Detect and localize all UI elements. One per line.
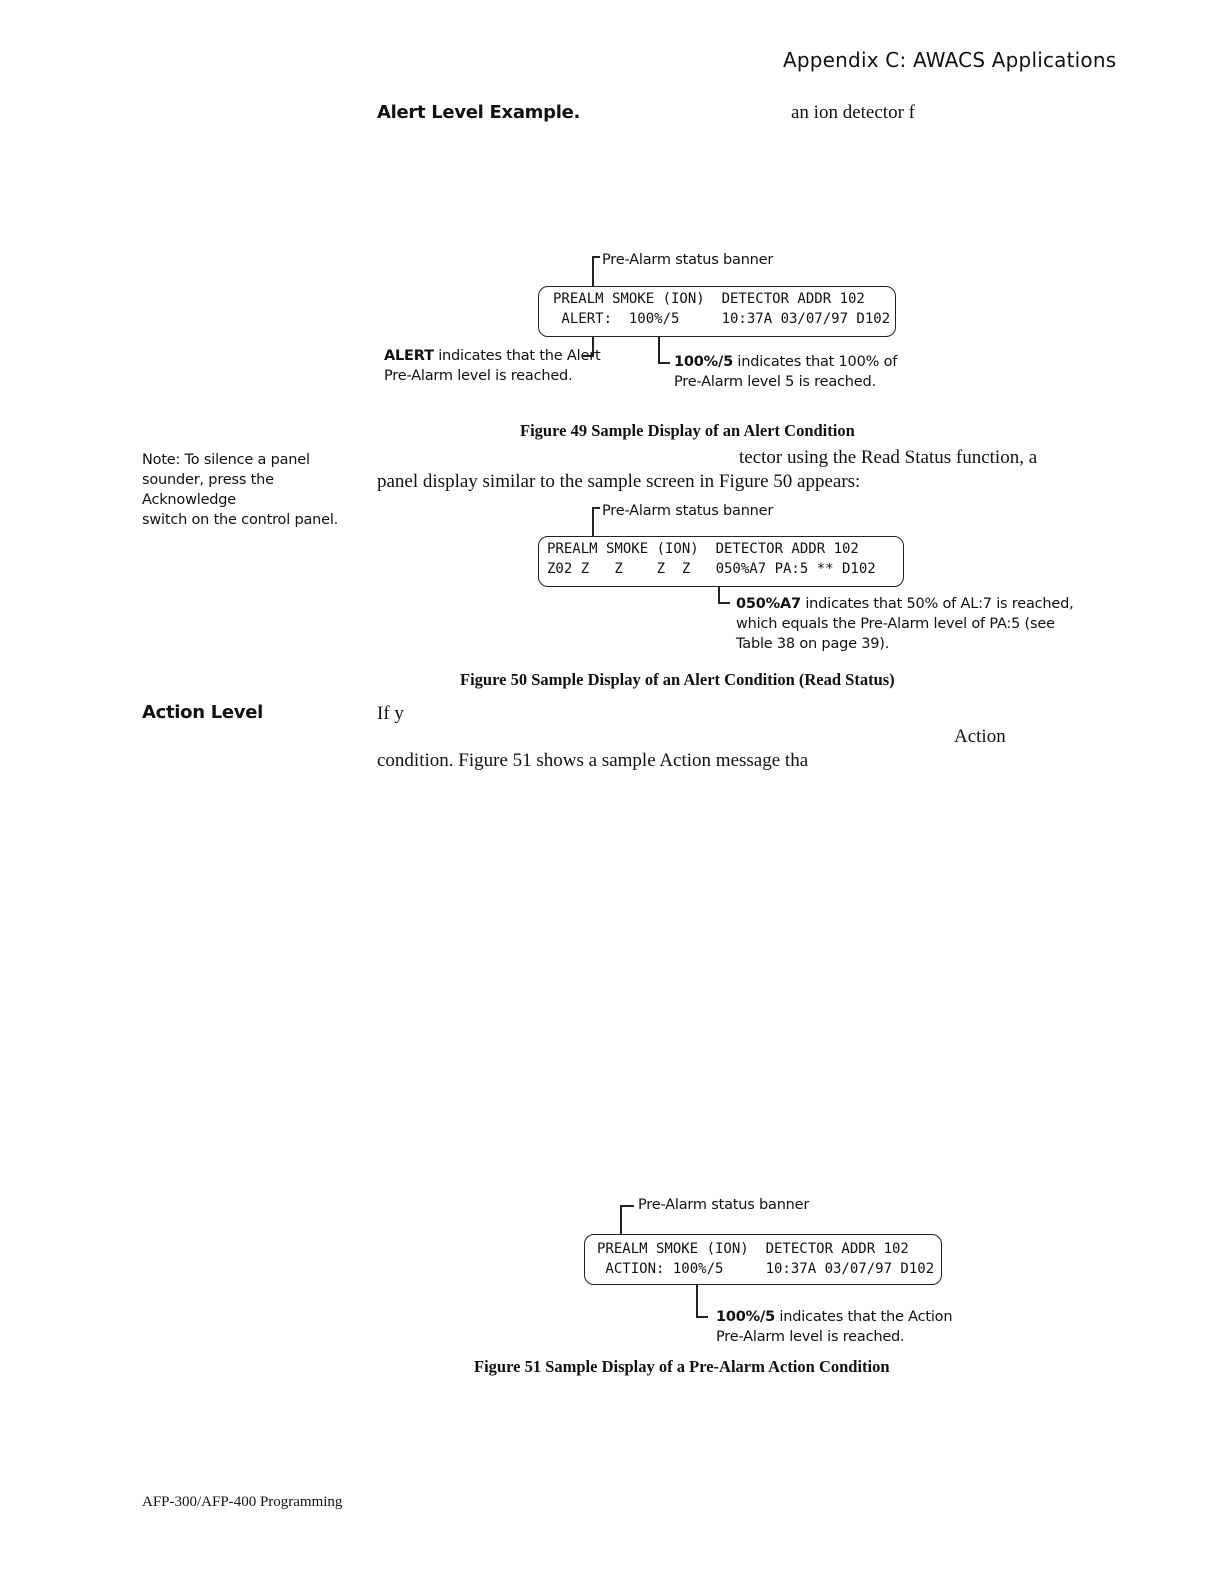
percent-callout: [674, 352, 897, 392]
page-header: Appendix C: AWACS Applications: [783, 48, 1117, 72]
panel-display-screen: [538, 536, 904, 587]
screen-line-1: PREALM SMOKE (ION) DETECTOR ADDR 102: [553, 291, 865, 307]
figure-49-caption: Figure 49 Sample Display of an Alert Condition: [520, 421, 855, 440]
side-note: [142, 450, 367, 530]
action-line-3: condition. Figure 51 shows a sample Action message tha: [377, 750, 809, 771]
page-footer: AFP-300/AFP-400 Programming: [142, 1494, 343, 1510]
alert-intro-fragment: an ion detector f: [791, 102, 915, 123]
callout-text: indicates that 50% of AL:7 is reached,: [800, 596, 1074, 612]
action-line-2-fragment: Action: [954, 726, 1006, 747]
screen-line-1: PREALM SMOKE (ION) DETECTOR ADDR 102: [547, 541, 859, 557]
read-status-line-1: tector using the Read Status function, a: [739, 447, 1038, 468]
callout-bold: 050%A7: [736, 596, 801, 612]
callout-line-2: Pre-Alarm level is reached.: [384, 368, 573, 384]
action-callout: [716, 1307, 952, 1347]
callout-text: indicates that 100% of: [732, 354, 898, 370]
alert-callout: [384, 346, 600, 386]
callout-line-2: Pre-Alarm level 5 is reached.: [674, 374, 876, 390]
note-line-1: Note: To silence a panel: [142, 452, 310, 468]
screen-line-2: Z02 Z Z Z Z 050%A7 PA:5 ** D102: [547, 561, 876, 577]
screen-line-2: ALERT: 100%/5 10:37A 03/07/97 D102: [553, 311, 891, 327]
callout-text: indicates that the Action: [774, 1309, 953, 1325]
read-status-line-2: panel display similar to the sample screen in Figure 50 appears:: [377, 471, 861, 492]
callout-text: indicates that the Alert: [433, 348, 601, 364]
note-line-2: sounder, press the Acknowledge: [142, 472, 274, 508]
banner-label: Pre-Alarm status banner: [602, 252, 774, 268]
screen-line-1: PREALM SMOKE (ION) DETECTOR ADDR 102: [597, 1241, 909, 1257]
banner-label: Pre-Alarm status banner: [602, 503, 774, 519]
figure-51-caption: Figure 51 Sample Display of a Pre-Alarm Action Condition: [474, 1357, 890, 1376]
callout-bold: 100%/5: [716, 1309, 775, 1325]
alert-level-heading: Alert Level Example.: [377, 102, 581, 123]
panel-display-screen: [584, 1234, 942, 1285]
read-status-callout: [736, 594, 1074, 654]
action-level-heading: Action Level: [142, 702, 264, 723]
screen-line-2: ACTION: 100%/5 10:37A 03/07/97 D102: [597, 1261, 935, 1277]
figure-50-caption: Figure 50 Sample Display of an Alert Condition (Read Status): [460, 670, 895, 689]
note-line-3: switch on the control panel.: [142, 512, 339, 528]
callout-line-2: which equals the Pre-Alarm level of PA:5 (see: [736, 616, 1055, 632]
callout-bold: 100%/5: [674, 354, 733, 370]
panel-display-screen: [538, 286, 896, 337]
callout-bold: ALERT: [384, 348, 434, 364]
callout-line-3: Table 38 on page 39).: [736, 636, 890, 652]
action-line-1: If y: [377, 703, 404, 724]
callout-line-2: Pre-Alarm level is reached.: [716, 1329, 905, 1345]
banner-label: Pre-Alarm status banner: [638, 1197, 810, 1213]
